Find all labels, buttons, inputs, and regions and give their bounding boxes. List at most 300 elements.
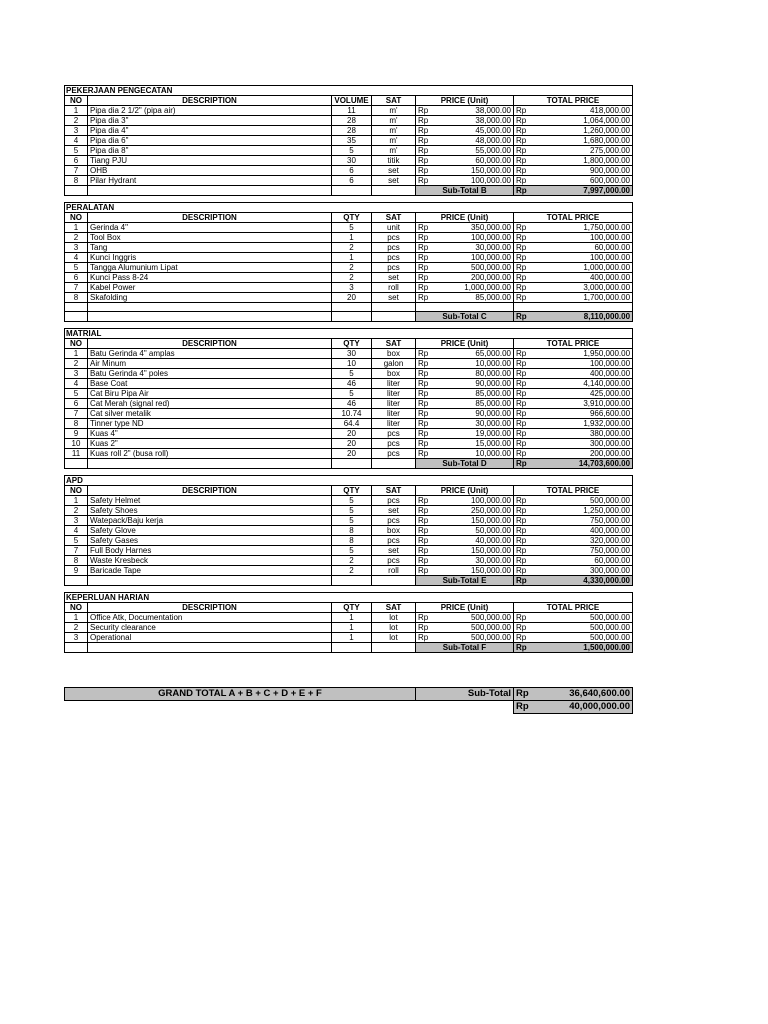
row-description: Safety Helmet bbox=[88, 496, 332, 506]
col-header-price: PRICE (Unit) bbox=[416, 213, 514, 223]
row-description: Tangga Alumunium Lipat bbox=[88, 263, 332, 273]
row-qty: 5 bbox=[332, 389, 372, 399]
row-qty: 20 bbox=[332, 429, 372, 439]
table-row bbox=[65, 556, 633, 566]
table-row bbox=[65, 536, 633, 546]
col-header-sat: SAT bbox=[372, 603, 416, 613]
row-description: Pipa dia 3" bbox=[88, 116, 332, 126]
row-description: Security clearance bbox=[88, 623, 332, 633]
blank-row bbox=[65, 303, 633, 312]
col-header-price: PRICE (Unit) bbox=[416, 603, 514, 613]
table-row bbox=[65, 439, 633, 449]
row-qty: 30 bbox=[332, 349, 372, 359]
col-header-sat: SAT bbox=[372, 213, 416, 223]
row-description: Operational bbox=[88, 633, 332, 643]
row-description: Kuas 2" bbox=[88, 439, 332, 449]
row-price-currency: Rp bbox=[416, 506, 436, 516]
row-total-currency: Rp bbox=[514, 293, 534, 303]
row-qty: 5 bbox=[332, 496, 372, 506]
row-total-currency: Rp bbox=[514, 633, 534, 643]
row-unit: box bbox=[372, 369, 416, 379]
row-unit: set bbox=[372, 546, 416, 556]
col-header-qty: VOLUME bbox=[332, 96, 372, 106]
row-total-currency: Rp bbox=[514, 359, 534, 369]
row-total-currency: Rp bbox=[514, 623, 534, 633]
col-header-total: TOTAL PRICE bbox=[514, 339, 633, 349]
row-no: 2 bbox=[65, 623, 88, 633]
row-price: 500,000.00 bbox=[436, 613, 514, 623]
row-qty: 2 bbox=[332, 566, 372, 576]
subtotal-row bbox=[65, 186, 633, 196]
col-header-no: NO bbox=[65, 339, 88, 349]
row-unit: set bbox=[372, 166, 416, 176]
row-total: 300,000.00 bbox=[534, 439, 633, 449]
row-description: Pipa dia 6" bbox=[88, 136, 332, 146]
row-description: OHB bbox=[88, 166, 332, 176]
row-price-currency: Rp bbox=[416, 156, 436, 166]
row-total-currency: Rp bbox=[514, 369, 534, 379]
row-price-currency: Rp bbox=[416, 379, 436, 389]
row-description: Kuas 4" bbox=[88, 429, 332, 439]
row-price: 55,000.00 bbox=[436, 146, 514, 156]
row-total-currency: Rp bbox=[514, 106, 534, 116]
row-unit: pcs bbox=[372, 556, 416, 566]
row-no: 8 bbox=[65, 419, 88, 429]
row-qty: 46 bbox=[332, 399, 372, 409]
row-qty: 20 bbox=[332, 293, 372, 303]
row-no: 7 bbox=[65, 409, 88, 419]
col-header-no: NO bbox=[65, 96, 88, 106]
row-no: 7 bbox=[65, 546, 88, 556]
row-price-currency: Rp bbox=[416, 116, 436, 126]
row-total-currency: Rp bbox=[514, 516, 534, 526]
grand-currency: Rp bbox=[514, 688, 534, 701]
row-qty: 20 bbox=[332, 449, 372, 459]
row-total: 1,950,000.00 bbox=[534, 349, 633, 359]
rab-spreadsheet bbox=[64, 85, 632, 659]
table-row bbox=[65, 156, 633, 166]
row-no: 4 bbox=[65, 136, 88, 146]
grand-total-block bbox=[64, 687, 632, 714]
row-price-currency: Rp bbox=[416, 176, 436, 186]
row-price-currency: Rp bbox=[416, 409, 436, 419]
col-header-description: DESCRIPTION bbox=[88, 213, 332, 223]
col-header-total: TOTAL PRICE bbox=[514, 486, 633, 496]
row-no: 4 bbox=[65, 379, 88, 389]
row-unit: box bbox=[372, 349, 416, 359]
table-row bbox=[65, 496, 633, 506]
table-row bbox=[65, 106, 633, 116]
row-total-currency: Rp bbox=[514, 419, 534, 429]
row-total: 400,000.00 bbox=[534, 369, 633, 379]
row-price: 38,000.00 bbox=[436, 116, 514, 126]
row-description: Batu Gerinda 4" poles bbox=[88, 369, 332, 379]
row-no: 3 bbox=[65, 369, 88, 379]
row-unit: m' bbox=[372, 126, 416, 136]
row-price-currency: Rp bbox=[416, 283, 436, 293]
subtotal-label: Sub-Total C bbox=[416, 312, 514, 322]
row-unit: galon bbox=[372, 359, 416, 369]
row-qty: 5 bbox=[332, 506, 372, 516]
row-total: 4,140,000.00 bbox=[534, 379, 633, 389]
row-unit: unit bbox=[372, 223, 416, 233]
subtotal-label: Sub-Total B bbox=[416, 186, 514, 196]
table-row bbox=[65, 633, 633, 643]
row-description: Safety Shoes bbox=[88, 506, 332, 516]
row-total-currency: Rp bbox=[514, 349, 534, 359]
table-row bbox=[65, 116, 633, 126]
row-price: 50,000.00 bbox=[436, 526, 514, 536]
row-price: 65,000.00 bbox=[436, 349, 514, 359]
row-no: 2 bbox=[65, 359, 88, 369]
row-price: 10,000.00 bbox=[436, 359, 514, 369]
row-qty: 5 bbox=[332, 369, 372, 379]
row-unit: lot bbox=[372, 623, 416, 633]
grand-subtotal-label: Sub-Total bbox=[416, 688, 514, 701]
table-row bbox=[65, 126, 633, 136]
row-total-currency: Rp bbox=[514, 546, 534, 556]
row-total-currency: Rp bbox=[514, 126, 534, 136]
table-row bbox=[65, 566, 633, 576]
row-qty: 3 bbox=[332, 283, 372, 293]
row-price: 100,000.00 bbox=[436, 253, 514, 263]
row-total-currency: Rp bbox=[514, 389, 534, 399]
row-total: 500,000.00 bbox=[534, 613, 633, 623]
row-total: 100,000.00 bbox=[534, 253, 633, 263]
row-total-currency: Rp bbox=[514, 536, 534, 546]
row-unit: pcs bbox=[372, 253, 416, 263]
row-unit: m' bbox=[372, 146, 416, 156]
row-no: 5 bbox=[65, 263, 88, 273]
row-total: 3,000,000.00 bbox=[534, 283, 633, 293]
row-price-currency: Rp bbox=[416, 273, 436, 283]
row-no: 10 bbox=[65, 439, 88, 449]
row-total-currency: Rp bbox=[514, 526, 534, 536]
col-header-sat: SAT bbox=[372, 339, 416, 349]
col-header-no: NO bbox=[65, 486, 88, 496]
row-description: Baricade Tape bbox=[88, 566, 332, 576]
row-description: Batu Gerinda 4" amplas bbox=[88, 349, 332, 359]
row-total-currency: Rp bbox=[514, 399, 534, 409]
subtotal-row bbox=[65, 312, 633, 322]
row-no: 7 bbox=[65, 283, 88, 293]
row-qty: 1 bbox=[332, 253, 372, 263]
row-price-currency: Rp bbox=[416, 146, 436, 156]
col-header-price: PRICE (Unit) bbox=[416, 96, 514, 106]
row-price-currency: Rp bbox=[416, 106, 436, 116]
row-total: 750,000.00 bbox=[534, 516, 633, 526]
table-row bbox=[65, 613, 633, 623]
row-qty: 28 bbox=[332, 126, 372, 136]
section-3 bbox=[64, 475, 632, 586]
row-total-currency: Rp bbox=[514, 166, 534, 176]
row-no: 3 bbox=[65, 516, 88, 526]
row-qty: 5 bbox=[332, 223, 372, 233]
row-total: 1,000,000.00 bbox=[534, 263, 633, 273]
subtotal-currency: Rp bbox=[514, 576, 534, 586]
row-no: 2 bbox=[65, 116, 88, 126]
section-title: MATRIAL bbox=[65, 329, 633, 339]
row-unit: pcs bbox=[372, 263, 416, 273]
row-total: 600,000.00 bbox=[534, 176, 633, 186]
col-header-total: TOTAL PRICE bbox=[514, 96, 633, 106]
row-price-currency: Rp bbox=[416, 613, 436, 623]
row-no: 5 bbox=[65, 146, 88, 156]
row-price: 38,000.00 bbox=[436, 106, 514, 116]
row-no: 8 bbox=[65, 293, 88, 303]
subtotal-label: Sub-Total F bbox=[416, 643, 514, 653]
row-price-currency: Rp bbox=[416, 263, 436, 273]
row-unit: liter bbox=[372, 389, 416, 399]
row-unit: liter bbox=[372, 419, 416, 429]
row-qty: 30 bbox=[332, 156, 372, 166]
row-price: 150,000.00 bbox=[436, 516, 514, 526]
row-price-currency: Rp bbox=[416, 526, 436, 536]
row-price: 500,000.00 bbox=[436, 623, 514, 633]
row-price-currency: Rp bbox=[416, 623, 436, 633]
row-price-currency: Rp bbox=[416, 369, 436, 379]
row-no: 2 bbox=[65, 506, 88, 516]
row-total: 275,000.00 bbox=[534, 146, 633, 156]
row-no: 9 bbox=[65, 429, 88, 439]
col-header-price: PRICE (Unit) bbox=[416, 339, 514, 349]
section-4 bbox=[64, 592, 632, 653]
row-price-currency: Rp bbox=[416, 233, 436, 243]
table-row bbox=[65, 546, 633, 556]
row-price: 15,000.00 bbox=[436, 439, 514, 449]
table-row bbox=[65, 369, 633, 379]
col-header-description: DESCRIPTION bbox=[88, 339, 332, 349]
col-header-no: NO bbox=[65, 213, 88, 223]
row-price-currency: Rp bbox=[416, 566, 436, 576]
row-qty: 10.74 bbox=[332, 409, 372, 419]
row-total-currency: Rp bbox=[514, 146, 534, 156]
row-total-currency: Rp bbox=[514, 156, 534, 166]
row-total-currency: Rp bbox=[514, 283, 534, 293]
row-price-currency: Rp bbox=[416, 419, 436, 429]
grand-total-label: GRAND TOTAL A + B + C + D + E + F bbox=[65, 688, 416, 701]
section-1 bbox=[64, 202, 632, 322]
row-no: 8 bbox=[65, 176, 88, 186]
row-no: 6 bbox=[65, 156, 88, 166]
row-unit: lot bbox=[372, 613, 416, 623]
row-unit: set bbox=[372, 176, 416, 186]
row-description: Skafolding bbox=[88, 293, 332, 303]
row-total: 500,000.00 bbox=[534, 623, 633, 633]
row-no: 1 bbox=[65, 223, 88, 233]
row-no: 6 bbox=[65, 399, 88, 409]
row-total-currency: Rp bbox=[514, 379, 534, 389]
row-price-currency: Rp bbox=[416, 496, 436, 506]
row-price: 100,000.00 bbox=[436, 233, 514, 243]
row-total-currency: Rp bbox=[514, 439, 534, 449]
row-total-currency: Rp bbox=[514, 136, 534, 146]
row-unit: pcs bbox=[372, 496, 416, 506]
col-header-sat: SAT bbox=[372, 486, 416, 496]
row-total: 300,000.00 bbox=[534, 566, 633, 576]
table-row bbox=[65, 243, 633, 253]
row-price: 85,000.00 bbox=[436, 399, 514, 409]
row-description: Safety Glove bbox=[88, 526, 332, 536]
table-row bbox=[65, 263, 633, 273]
table-row bbox=[65, 409, 633, 419]
row-total: 1,250,000.00 bbox=[534, 506, 633, 516]
row-qty: 1 bbox=[332, 233, 372, 243]
row-total: 400,000.00 bbox=[534, 526, 633, 536]
row-total: 60,000.00 bbox=[534, 556, 633, 566]
row-qty: 8 bbox=[332, 526, 372, 536]
row-price-currency: Rp bbox=[416, 126, 436, 136]
row-price: 350,000.00 bbox=[436, 223, 514, 233]
row-description: Cat silver metalik bbox=[88, 409, 332, 419]
row-total: 1,700,000.00 bbox=[534, 293, 633, 303]
row-total: 320,000.00 bbox=[534, 536, 633, 546]
row-qty: 5 bbox=[332, 146, 372, 156]
subtotal-value: 1,500,000.00 bbox=[534, 643, 633, 653]
row-price: 85,000.00 bbox=[436, 293, 514, 303]
row-total-currency: Rp bbox=[514, 566, 534, 576]
row-qty: 11 bbox=[332, 106, 372, 116]
table-row bbox=[65, 506, 633, 516]
row-price-currency: Rp bbox=[416, 633, 436, 643]
rounded-currency: Rp bbox=[514, 701, 534, 714]
subtotal-label: Sub-Total D bbox=[416, 459, 514, 469]
subtotal-value: 14,703,600.00 bbox=[534, 459, 633, 469]
row-price-currency: Rp bbox=[416, 546, 436, 556]
row-unit: lot bbox=[372, 633, 416, 643]
table-row bbox=[65, 136, 633, 146]
row-total: 1,260,000.00 bbox=[534, 126, 633, 136]
row-unit: pcs bbox=[372, 243, 416, 253]
row-unit: liter bbox=[372, 399, 416, 409]
row-description: Kunci Inggris bbox=[88, 253, 332, 263]
row-no: 3 bbox=[65, 633, 88, 643]
row-no: 1 bbox=[65, 613, 88, 623]
row-total-currency: Rp bbox=[514, 409, 534, 419]
row-price: 200,000.00 bbox=[436, 273, 514, 283]
row-price-currency: Rp bbox=[416, 136, 436, 146]
row-qty: 64.4 bbox=[332, 419, 372, 429]
row-qty: 2 bbox=[332, 556, 372, 566]
row-unit: liter bbox=[372, 379, 416, 389]
col-header-sat: SAT bbox=[372, 96, 416, 106]
row-description: Pipa dia 2 1/2" (pipa air) bbox=[88, 106, 332, 116]
row-qty: 1 bbox=[332, 633, 372, 643]
row-price-currency: Rp bbox=[416, 389, 436, 399]
row-unit: m' bbox=[372, 136, 416, 146]
row-total: 750,000.00 bbox=[534, 546, 633, 556]
row-price: 80,000.00 bbox=[436, 369, 514, 379]
subtotal-currency: Rp bbox=[514, 643, 534, 653]
row-price: 19,000.00 bbox=[436, 429, 514, 439]
row-price: 150,000.00 bbox=[436, 566, 514, 576]
table-row bbox=[65, 399, 633, 409]
row-total-currency: Rp bbox=[514, 613, 534, 623]
section-title: APD bbox=[65, 476, 633, 486]
row-description: Cat Biru Pipa Air bbox=[88, 389, 332, 399]
table-row bbox=[65, 273, 633, 283]
subtotal-row bbox=[65, 576, 633, 586]
row-description: Kabel Power bbox=[88, 283, 332, 293]
row-no: 5 bbox=[65, 389, 88, 399]
subtotal-row bbox=[65, 459, 633, 469]
row-price-currency: Rp bbox=[416, 429, 436, 439]
subtotal-value: 7,997,000.00 bbox=[534, 186, 633, 196]
row-no: 6 bbox=[65, 273, 88, 283]
subtotal-currency: Rp bbox=[514, 459, 534, 469]
col-header-description: DESCRIPTION bbox=[88, 486, 332, 496]
row-price: 45,000.00 bbox=[436, 126, 514, 136]
subtotal-currency: Rp bbox=[514, 186, 534, 196]
row-unit: set bbox=[372, 293, 416, 303]
table-row bbox=[65, 176, 633, 186]
row-no: 1 bbox=[65, 496, 88, 506]
table-row bbox=[65, 349, 633, 359]
row-price: 30,000.00 bbox=[436, 556, 514, 566]
row-total: 425,000.00 bbox=[534, 389, 633, 399]
row-price: 150,000.00 bbox=[436, 166, 514, 176]
row-total: 500,000.00 bbox=[534, 633, 633, 643]
row-unit: pcs bbox=[372, 439, 416, 449]
row-description: Base Coat bbox=[88, 379, 332, 389]
row-total-currency: Rp bbox=[514, 506, 534, 516]
row-price-currency: Rp bbox=[416, 253, 436, 263]
row-total: 100,000.00 bbox=[534, 233, 633, 243]
row-total-currency: Rp bbox=[514, 116, 534, 126]
row-price: 90,000.00 bbox=[436, 379, 514, 389]
row-price-currency: Rp bbox=[416, 449, 436, 459]
table-row bbox=[65, 516, 633, 526]
row-price-currency: Rp bbox=[416, 556, 436, 566]
row-qty: 5 bbox=[332, 516, 372, 526]
table-row bbox=[65, 233, 633, 243]
row-total-currency: Rp bbox=[514, 556, 534, 566]
row-no: 2 bbox=[65, 233, 88, 243]
row-price: 60,000.00 bbox=[436, 156, 514, 166]
row-description: Kunci Pass 8-24 bbox=[88, 273, 332, 283]
row-qty: 5 bbox=[332, 546, 372, 556]
row-qty: 2 bbox=[332, 263, 372, 273]
row-unit: pcs bbox=[372, 449, 416, 459]
row-total-currency: Rp bbox=[514, 233, 534, 243]
row-description: Gerinda 4" bbox=[88, 223, 332, 233]
row-price: 10,000.00 bbox=[436, 449, 514, 459]
row-total: 1,750,000.00 bbox=[534, 223, 633, 233]
table-row bbox=[65, 293, 633, 303]
row-description: Cat Merah (signal red) bbox=[88, 399, 332, 409]
row-description: Office Atk, Documentation bbox=[88, 613, 332, 623]
row-price-currency: Rp bbox=[416, 439, 436, 449]
row-description: Waste Kresbeck bbox=[88, 556, 332, 566]
row-description: Pipa dia 4" bbox=[88, 126, 332, 136]
row-price-currency: Rp bbox=[416, 536, 436, 546]
row-unit: set bbox=[372, 506, 416, 516]
row-qty: 2 bbox=[332, 273, 372, 283]
grand-subtotal-value: 36,640,600.00 bbox=[534, 688, 633, 701]
row-description: Tang bbox=[88, 243, 332, 253]
row-unit: pcs bbox=[372, 536, 416, 546]
row-no: 9 bbox=[65, 566, 88, 576]
table-row bbox=[65, 359, 633, 369]
subtotal-value: 4,330,000.00 bbox=[534, 576, 633, 586]
row-description: Air Minum bbox=[88, 359, 332, 369]
row-unit: titik bbox=[372, 156, 416, 166]
table-row bbox=[65, 223, 633, 233]
row-total: 1,064,000.00 bbox=[534, 116, 633, 126]
row-no: 4 bbox=[65, 526, 88, 536]
row-total: 100,000.00 bbox=[534, 359, 633, 369]
row-unit: pcs bbox=[372, 516, 416, 526]
